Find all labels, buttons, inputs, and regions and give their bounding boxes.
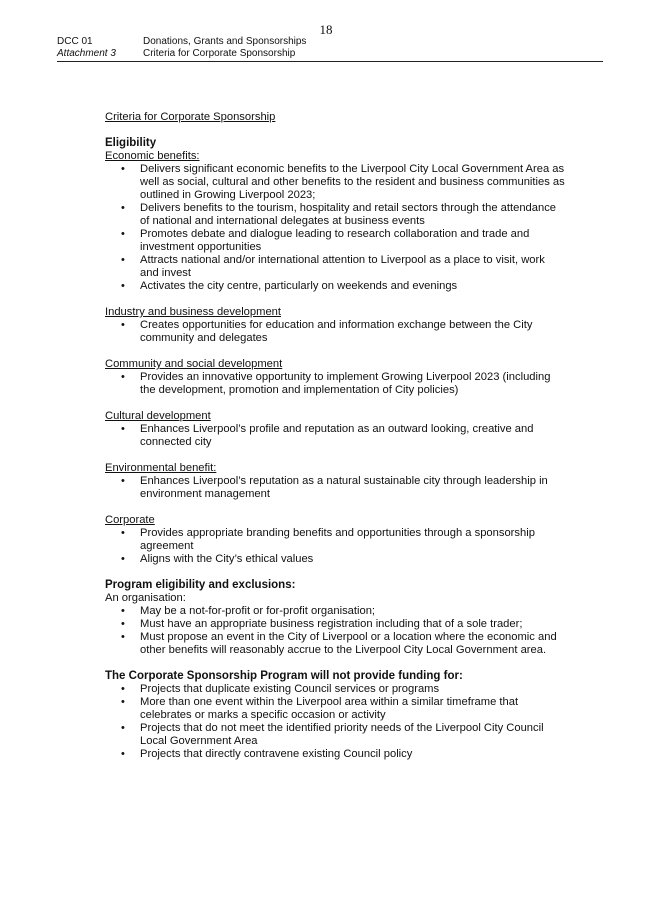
list-item: • Enhances Liverpool’s reputation as a natural sustainable city through leadership in environment management [121,475,548,500]
list-item: • Must have an appropriate business registration including that of a sole trader; [121,618,523,630]
bullet-list [105,475,565,501]
section-heading: Environmental benefit: [105,462,217,474]
bullet-icon: • [121,423,125,435]
bullet-list [105,683,565,761]
attachment-label: Attachment 3 [57,48,116,59]
bullet-list [105,163,565,293]
header-subtitle: Criteria for Corporate Sponsorship [143,48,296,59]
bullet-list [105,371,565,397]
document-header [57,36,603,62]
list-item: • Delivers significant economic benefits to the Liverpool City Local Government Area as well as social, cultural and other benefits to the resident and business communities as outlined in Growing Liverpool 2023; [121,163,565,201]
section-heading: Cultural development [105,410,211,422]
doc-code: DCC 01 [57,36,93,47]
program-intro: An organisation: [105,592,186,604]
doc-title: Criteria for Corporate Sponsorship [105,111,276,123]
bullet-icon: • [121,553,125,565]
list-item: • Promotes debate and dialogue leading to research collaboration and trade and investment opportunities [121,228,530,253]
list-item: • Projects that do not meet the identified priority needs of the Liverpool City Council Local Government Area [121,722,544,747]
list-item: • Projects that duplicate existing Council services or programs [121,683,440,695]
bullet-icon: • [121,475,125,487]
bullet-icon: • [121,683,125,695]
bullet-icon: • [121,163,125,175]
bullet-icon: • [121,319,125,331]
section-heading: Community and social development [105,358,283,370]
list-item: • Projects that directly contravene existing Council policy [121,748,413,760]
bullet-icon: • [121,748,125,760]
list-item: • Activates the city centre, particularly on weekends and evenings [121,280,458,292]
bullet-icon: • [121,722,125,734]
document-body [105,111,565,774]
bullet-list [105,423,565,449]
page-number: 18 [319,22,333,37]
bullet-icon: • [121,280,125,292]
section-heading: Corporate [105,514,155,526]
list-item: • Attracts national and/or international attention to Liverpool as a place to visit, work and invest [121,254,545,279]
list-item: • Provides an innovative opportunity to implement Growing Liverpool 2023 (including the development, promotion and implementation of City policies) [121,371,551,396]
program-heading: Program eligibility and exclusions: [105,579,296,591]
header-right [143,36,306,60]
bullet-icon: • [121,605,125,617]
bullet-icon: • [121,631,125,643]
list-item: • Aligns with the City’s ethical values [121,553,314,565]
list-item: • Creates opportunities for education and information exchange between the City community and delegates [121,319,533,344]
section-heading: Economic benefits: [105,150,200,162]
list-item: • May be a not-for-profit or for-profit organisation; [121,605,376,617]
bullet-icon: • [121,254,125,266]
bullet-icon: • [121,371,125,383]
header-title: Donations, Grants and Sponsorships [143,36,307,47]
section-heading: Industry and business development [105,306,282,318]
bullet-icon: • [121,202,125,214]
list-item: • Enhances Liverpool’s profile and reputation as an outward looking, creative and connected city [121,423,534,448]
bullet-list [105,605,565,657]
eligibility-heading: Eligibility [105,137,157,149]
bullet-icon: • [121,228,125,240]
list-item: • Provides appropriate branding benefits and opportunities through a sponsorship agreement [121,527,535,552]
list-item: • Must propose an event in the City of Liverpool or a location where the economic and other benefits will reasonably accrue to the Liverpool City Local Government area. [121,631,557,656]
bullet-icon: • [121,618,125,630]
exclusions-heading: The Corporate Sponsorship Program will not provide funding for: [105,670,463,682]
bullet-icon: • [121,696,125,708]
header-left [57,36,143,60]
bullet-icon: • [121,527,125,539]
list-item: • More than one event within the Liverpool area within a similar timeframe that celebrates or marks a specific occasion or activity [121,696,519,721]
bullet-list [105,319,565,345]
bullet-list [105,527,565,566]
list-item: • Delivers benefits to the tourism, hospitality and retail sectors through the attendance of national and international delegates at business events [121,202,557,227]
